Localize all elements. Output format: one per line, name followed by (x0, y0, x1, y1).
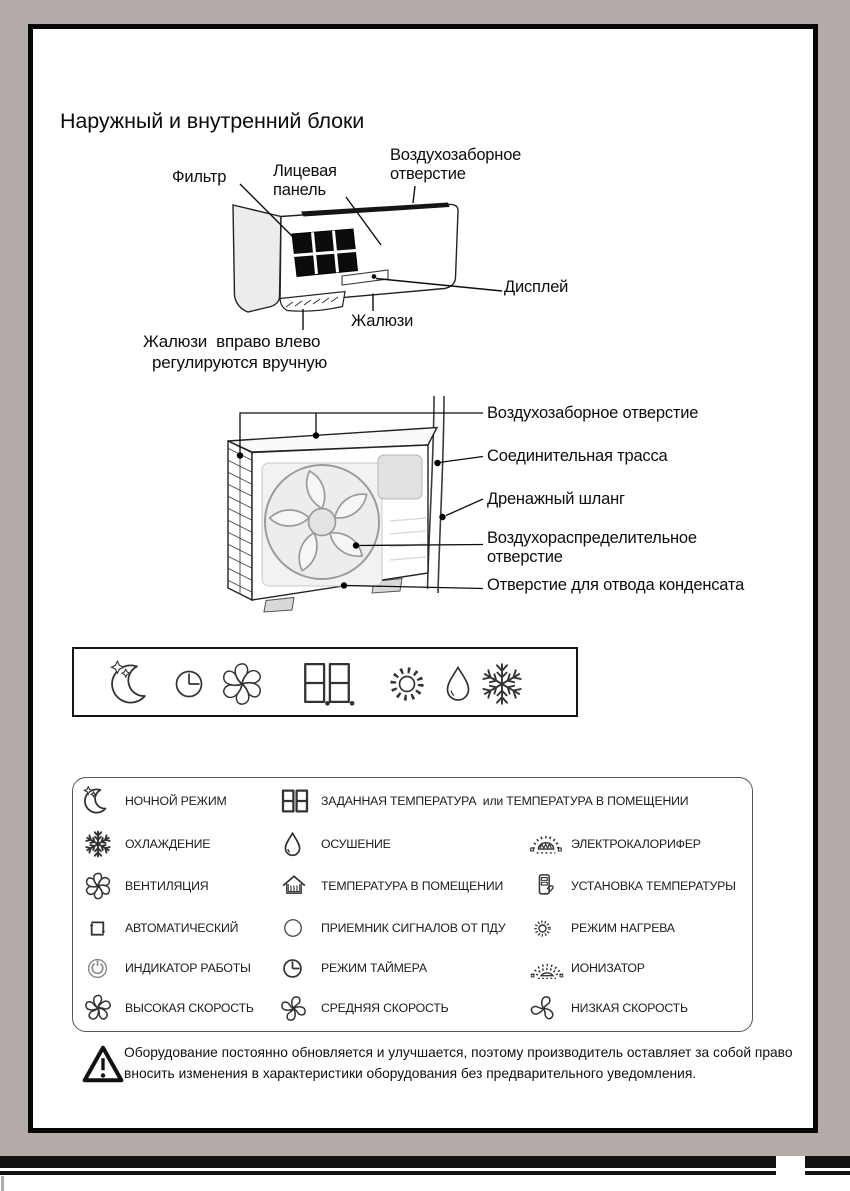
label-outdoor-air-intake: Воздухозаборное отверстие (487, 404, 699, 422)
label-condensate-hole: Отверстие для отвода конденсата (487, 576, 745, 594)
auto-mode-icon (83, 914, 112, 943)
remote-signal-receiver-icon (279, 914, 307, 942)
drying-icon (438, 664, 478, 704)
low-speed-icon (529, 994, 558, 1023)
legend-label: ТЕМПЕРАТУРА В ПОМЕЩЕНИИ (321, 879, 504, 893)
label-louvers: Жалюзи (351, 312, 414, 330)
label-indoor-air-intake: Воздухозаборное отверстие (390, 146, 522, 183)
warning-text-line-1: Оборудование постоянно обновляется и улучшается, поэтому производитель оставляет за собой право (124, 1045, 793, 1060)
legend-label: ЗАДАННАЯ ТЕМПЕРАТУРА или ТЕМПЕРАТУРА В ПОМЕЩЕНИИ (321, 794, 689, 808)
footer-bar-thin (0, 1171, 850, 1175)
electric-heater-icon (529, 827, 563, 861)
footer-bar-thick (0, 1156, 850, 1168)
label-drain-hose: Дренажный шланг (487, 490, 625, 508)
legend-item-temperature-setting (529, 869, 736, 903)
temperature-display-icon (298, 654, 356, 712)
legend-item-operation-indicator (83, 951, 251, 985)
legend-label: ОХЛАЖДЕНИЕ (125, 837, 211, 851)
legend-label: НОЧНОЙ РЕЖИМ (125, 794, 227, 808)
legend-label: НИЗКАЯ СКОРОСТЬ (571, 1001, 688, 1015)
high-speed-icon (83, 993, 113, 1023)
ionizer-icon (529, 950, 565, 986)
legend-label: ЭЛЕКТРОКАЛОРИФЕР (571, 837, 701, 851)
drying-icon (279, 831, 306, 858)
temperature-display-icon (279, 785, 311, 817)
legend-label: РЕЖИМ НАГРЕВА (571, 921, 675, 935)
page-title: Наружный и внутренний блоки (60, 109, 365, 133)
cooling-icon (478, 660, 526, 708)
warning-icon (82, 1044, 124, 1086)
operation-indicator-icon (83, 954, 112, 983)
legend-item-night-mode (83, 784, 227, 818)
ventilation-icon (83, 871, 113, 901)
label-louvers-note-2: регулируются вручную (152, 353, 328, 372)
legend-item-cooling (83, 827, 210, 861)
night-mode-icon (109, 660, 157, 708)
heat-mode-icon (529, 915, 556, 942)
legend-label: ИОНИЗАТОР (571, 961, 645, 975)
legend-item-timer-mode (279, 951, 427, 985)
display-panel (72, 647, 578, 717)
footer-bar-gap (776, 1156, 805, 1175)
label-display: Дисплей (504, 278, 569, 296)
label-louvers-note-1: Жалюзи вправо влево (143, 332, 321, 351)
cooling-icon (83, 829, 113, 859)
warning-text-line-2: вносить изменения в характеристики оборудования без предварительного уведомления. (124, 1066, 697, 1081)
heating-icon (385, 662, 429, 706)
medium-speed-icon (279, 994, 308, 1023)
footer-corner-tick (1, 1176, 4, 1191)
legend-label: АВТОМАТИЧЕСКИЙ (125, 921, 239, 935)
label-air-outlet: Воздухораспределительное отверстие (487, 529, 697, 566)
legend-label: УСТАНОВКА ТЕМПЕРАТУРЫ (571, 879, 736, 893)
legend-label: ВЕНТИЛЯЦИЯ (125, 879, 209, 893)
night-mode-icon (83, 786, 113, 816)
temperature-setting-icon (529, 871, 560, 902)
legend-label: ИНДИКАТОР РАБОТЫ (125, 961, 251, 975)
legend-item-high-speed (83, 991, 254, 1025)
fan-icon (218, 660, 266, 708)
legend-item-temperature-display (279, 784, 688, 818)
label-connecting-line: Соединительная трасса (487, 447, 668, 465)
timer-mode-icon (279, 955, 306, 982)
legend-item-drying (279, 827, 391, 861)
legend-label: РЕЖИМ ТАЙМЕРА (321, 961, 427, 975)
legend-item-electric-heater (529, 827, 701, 861)
legend-item-auto-mode (83, 911, 238, 945)
legend-label: ВЫСОКАЯ СКОРОСТЬ (125, 1001, 254, 1015)
legend-item-ventilation (83, 869, 208, 903)
legend-box (72, 777, 753, 1032)
legend-label: СРЕДНЯЯ СКОРОСТЬ (321, 1001, 449, 1015)
legend-label: ПРИЕМНИК СИГНАЛОВ ОТ ПДУ (321, 921, 506, 935)
room-temperature-icon (279, 871, 309, 901)
legend-item-heat-mode (529, 911, 675, 945)
label-filter: Фильтр (172, 168, 227, 186)
legend-item-room-temperature (279, 869, 503, 903)
legend-item-medium-speed (279, 991, 449, 1025)
legend-item-remote-signal-receiver (279, 911, 505, 945)
timer-icon (169, 664, 209, 704)
legend-item-ionizer (529, 951, 645, 985)
legend-label: ОСУШЕНИЕ (321, 837, 391, 851)
legend-item-low-speed (529, 991, 688, 1025)
label-front-panel: Лицевая панель (273, 162, 337, 199)
